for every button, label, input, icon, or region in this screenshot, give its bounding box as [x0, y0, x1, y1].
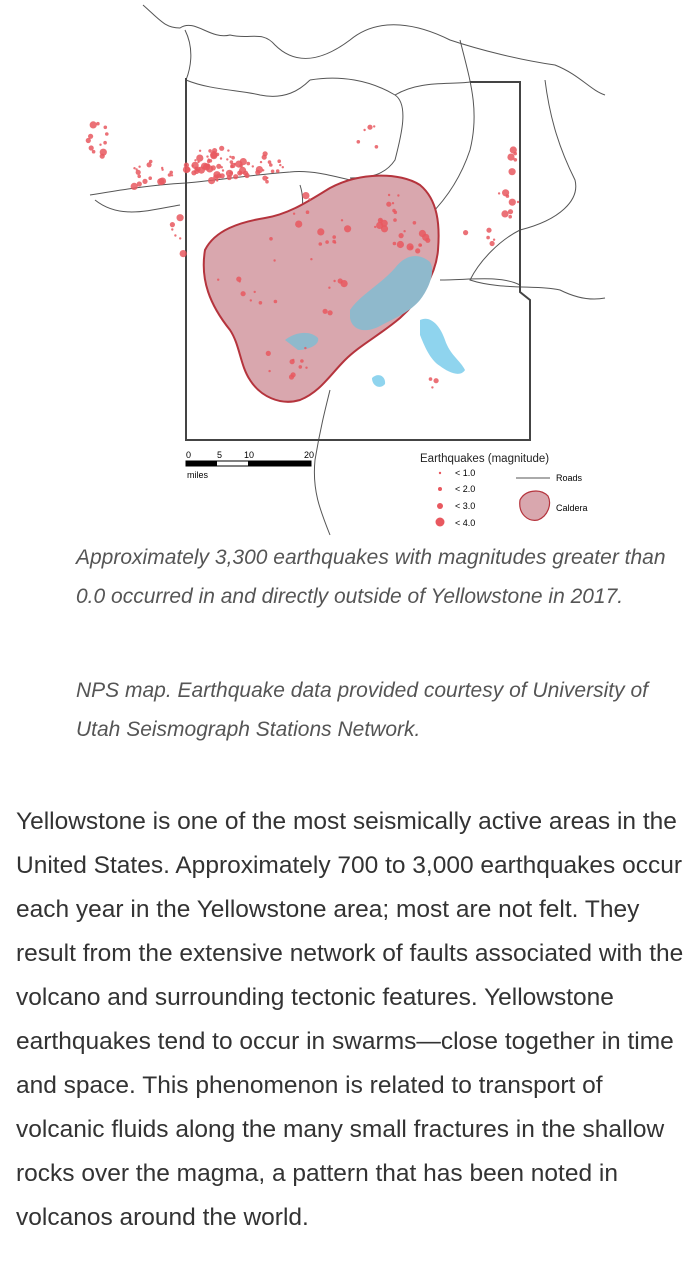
earthquake-dot — [262, 155, 267, 160]
earthquake-dot — [392, 202, 394, 204]
earthquake-dot — [510, 146, 517, 153]
earthquake-dot — [344, 225, 351, 232]
earthquake-dot — [216, 179, 218, 181]
earthquake-dot — [255, 170, 260, 175]
earthquake-dot — [148, 176, 152, 180]
earthquake-dot — [386, 202, 391, 207]
earthquake-dot — [133, 167, 135, 169]
scale-tick-10: 10 — [244, 450, 255, 460]
earthquake-dot — [333, 280, 335, 282]
earthquake-dot — [138, 166, 140, 168]
earthquake-dot — [207, 160, 211, 164]
map-svg — [0, 0, 697, 540]
earthquake-dot — [89, 145, 94, 150]
earthquake-dot — [196, 155, 203, 162]
earthquake-dot — [221, 166, 223, 168]
earthquake-dot — [170, 222, 175, 227]
earthquake-dot — [217, 279, 219, 281]
scale-tick-5: 5 — [217, 450, 223, 460]
earthquake-dot — [142, 179, 147, 184]
earthquake-dot — [407, 243, 414, 250]
earthquake-dot — [239, 280, 241, 282]
earthquake-dot — [131, 183, 138, 190]
earthquake-dot — [277, 159, 281, 163]
earthquake-dot — [174, 234, 176, 236]
map-credit: NPS map. Earthquake data provided courtesy of University of Utah Seismograph Stations Network. — [76, 679, 648, 741]
road-line — [314, 390, 330, 535]
earthquake-dot — [168, 173, 172, 177]
earthquake-dot — [319, 242, 323, 246]
earthquake-dot — [259, 301, 263, 305]
earthquake-dot — [216, 164, 221, 169]
earthquake-dot — [413, 221, 417, 225]
legend-caldera-swatch — [520, 491, 550, 520]
earthquake-dot — [493, 239, 495, 241]
earthquake-dot — [254, 291, 256, 293]
earthquake-dot — [509, 199, 516, 206]
legend-dot-3 — [437, 503, 443, 509]
earthquake-dot — [226, 158, 228, 160]
earthquake-dot — [229, 156, 231, 158]
earthquake-dot — [276, 169, 280, 173]
earthquake-dot — [206, 155, 208, 157]
scale-bar — [186, 450, 314, 480]
earthquake-dot — [227, 149, 229, 151]
earthquake-dot — [299, 365, 303, 369]
earthquake-dot — [334, 241, 336, 243]
road-line — [185, 30, 310, 96]
map-legend — [420, 453, 588, 528]
earthquake-dot — [394, 211, 398, 215]
yellowstone-earthquake-map — [0, 0, 697, 540]
earthquake-dot — [96, 122, 100, 126]
road-line — [143, 5, 605, 95]
earthquake-dot — [291, 372, 296, 377]
earthquake-dot — [501, 210, 508, 217]
earthquake-dot — [397, 241, 404, 248]
earthquake-dot — [137, 175, 141, 179]
small-lake — [372, 375, 385, 387]
earthquake-dot — [183, 166, 190, 173]
earthquake-dot — [508, 209, 513, 214]
earthquake-dot — [507, 154, 514, 161]
earthquake-dot — [415, 248, 420, 253]
earthquake-dot — [306, 210, 310, 214]
lake-arm — [420, 319, 465, 374]
legend-caldera-label: Caldera — [556, 503, 588, 513]
earthquake-dot — [341, 219, 343, 221]
earthquake-dot — [104, 126, 108, 130]
earthquake-dot — [239, 172, 241, 174]
earthquake-dot — [374, 226, 376, 228]
road-line — [310, 78, 403, 178]
earthquake-dot — [292, 359, 294, 361]
earthquake-dot — [100, 154, 105, 159]
earthquake-dot — [177, 214, 184, 221]
earthquake-dot — [420, 244, 422, 246]
earthquake-dot — [434, 378, 439, 383]
earthquake-dot — [222, 169, 224, 171]
earthquake-dot — [279, 164, 281, 166]
scale-unit-label: miles — [187, 470, 209, 480]
earthquake-dot — [328, 310, 333, 315]
earthquake-dot — [194, 159, 196, 161]
earthquake-dot — [208, 149, 212, 153]
legend-mag-4: < 4.0 — [455, 518, 476, 528]
scale-tick-0: 0 — [186, 450, 192, 460]
earthquake-dot — [90, 121, 97, 128]
article-paragraph: Yellowstone is one of the most seismically active areas in the United States. Approximately 700 to 3,000 earthquakes occur each year in the Yellowstone area; most are not felt. They result from the extensive network of faults associated with the volcano and surrounding tectonic features. Yellowstone earthquakes tend to occur in swarms—close together in time and space. This phenomenon is related to transport of volcanic fluids along the many small fractures in the shallow rocks over the magma, a pattern that has been noted in volcanos around the world. — [16, 808, 684, 1231]
earthquake-dot — [295, 221, 302, 228]
legend-dot-2 — [438, 487, 442, 491]
legend-roads-label: Roads — [556, 473, 583, 483]
earthquake-dot — [325, 240, 329, 244]
scale-bar-segment — [186, 461, 217, 466]
earthquake-dot — [431, 386, 433, 388]
earthquake-dot — [378, 218, 383, 223]
map-caption: Approximately 3,300 earthquakes with magnitudes greater than 0.0 occurred in and directly outside of Yellowstone in 2017. — [76, 546, 666, 608]
earthquake-dot — [252, 165, 254, 167]
earthquake-dot — [317, 228, 324, 235]
legend-mag-1: < 1.0 — [455, 468, 476, 478]
earthquake-dot — [231, 156, 235, 160]
earthquake-dot — [305, 367, 307, 369]
legend-dot-1 — [439, 472, 441, 474]
earthquake-dot — [213, 171, 220, 178]
earthquake-dot — [490, 241, 495, 246]
earthquake-dot — [92, 150, 96, 154]
earthquake-dot — [338, 278, 343, 283]
earthquake-dot — [220, 157, 222, 159]
earthquake-dot — [308, 198, 310, 200]
earthquake-dot — [268, 370, 270, 372]
earthquake-dot — [310, 258, 312, 260]
earthquake-dot — [393, 218, 397, 222]
earthquake-dot — [227, 175, 232, 180]
earthquake-dot — [388, 194, 390, 196]
earthquake-dot — [194, 169, 199, 174]
earthquake-dot — [323, 309, 328, 314]
earthquake-dot — [393, 242, 397, 246]
earthquake-dot — [429, 377, 433, 381]
earthquake-dot — [269, 163, 273, 167]
earthquake-dot — [241, 291, 246, 296]
earthquake-dot — [517, 201, 519, 203]
earthquake-dot — [508, 168, 515, 175]
earthquake-dot — [282, 166, 284, 168]
earthquake-dot — [363, 129, 365, 131]
earthquake-dot — [399, 233, 404, 238]
earthquake-dot — [463, 230, 468, 235]
road-line — [395, 82, 470, 95]
scale-tick-20: 20 — [304, 450, 315, 460]
earthquake-dot — [328, 287, 330, 289]
earthquake-dot — [397, 194, 399, 196]
earthquake-dot — [235, 161, 242, 168]
road-line — [440, 279, 520, 285]
earthquake-dot — [149, 160, 153, 164]
earthquake-dot — [508, 215, 512, 219]
earthquake-dot — [171, 228, 173, 230]
earthquake-dot — [136, 170, 141, 175]
earthquake-dot — [274, 300, 278, 304]
earthquake-dot — [180, 250, 187, 257]
legend-mag-2: < 2.0 — [455, 484, 476, 494]
scale-bar-segment — [248, 461, 311, 466]
earthquake-dot — [266, 351, 271, 356]
earthquake-dot — [498, 192, 500, 194]
earthquake-dot — [367, 125, 372, 130]
road-line — [470, 80, 605, 299]
earthquake-dot — [373, 125, 375, 127]
earthquake-dot — [375, 145, 379, 149]
earthquake-dot — [103, 141, 107, 145]
road-line — [430, 40, 474, 215]
legend-mag-3: < 3.0 — [455, 501, 476, 511]
earthquake-dot — [273, 259, 275, 261]
earthquake-dot — [199, 150, 201, 152]
earthquake-dot — [419, 230, 426, 237]
earthquake-dot — [262, 169, 264, 171]
earthquake-dot — [161, 169, 163, 171]
legend-title: Earthquakes (magnitude) — [420, 453, 550, 465]
earthquake-dot — [157, 178, 164, 185]
earthquake-dot — [302, 192, 309, 199]
earthquake-dot — [211, 165, 216, 170]
earthquake-dot — [269, 237, 273, 241]
earthquake-dot — [300, 359, 304, 363]
earthquake-dot — [105, 132, 109, 136]
earthquake-dot — [247, 162, 251, 166]
road-line — [95, 200, 180, 212]
earthquake-dot — [271, 170, 275, 174]
earthquake-dot — [486, 228, 491, 233]
earthquake-dot — [233, 174, 238, 179]
earthquake-dot — [293, 213, 295, 215]
earthquake-dot — [486, 236, 490, 240]
earthquake-dot — [260, 161, 262, 163]
earthquake-dot — [230, 163, 235, 168]
earthquake-dot — [88, 134, 93, 139]
earthquake-dot — [304, 347, 306, 349]
earthquake-dot — [229, 171, 233, 175]
earthquake-dot — [332, 235, 336, 239]
earthquake-dot — [179, 237, 181, 239]
earthquake-dot — [266, 177, 268, 179]
earthquake-dot — [99, 144, 101, 146]
legend-dot-4 — [436, 518, 445, 527]
earthquake-dot — [208, 177, 215, 184]
earthquake-dot — [244, 173, 249, 178]
earthquake-dot — [425, 238, 430, 243]
earthquake-dot — [250, 299, 252, 301]
earthquake-dot — [219, 146, 224, 151]
earthquake-dot — [171, 174, 173, 176]
earthquake-dot — [357, 140, 361, 144]
earthquake-dot — [506, 194, 510, 198]
earthquake-dot — [403, 230, 405, 232]
